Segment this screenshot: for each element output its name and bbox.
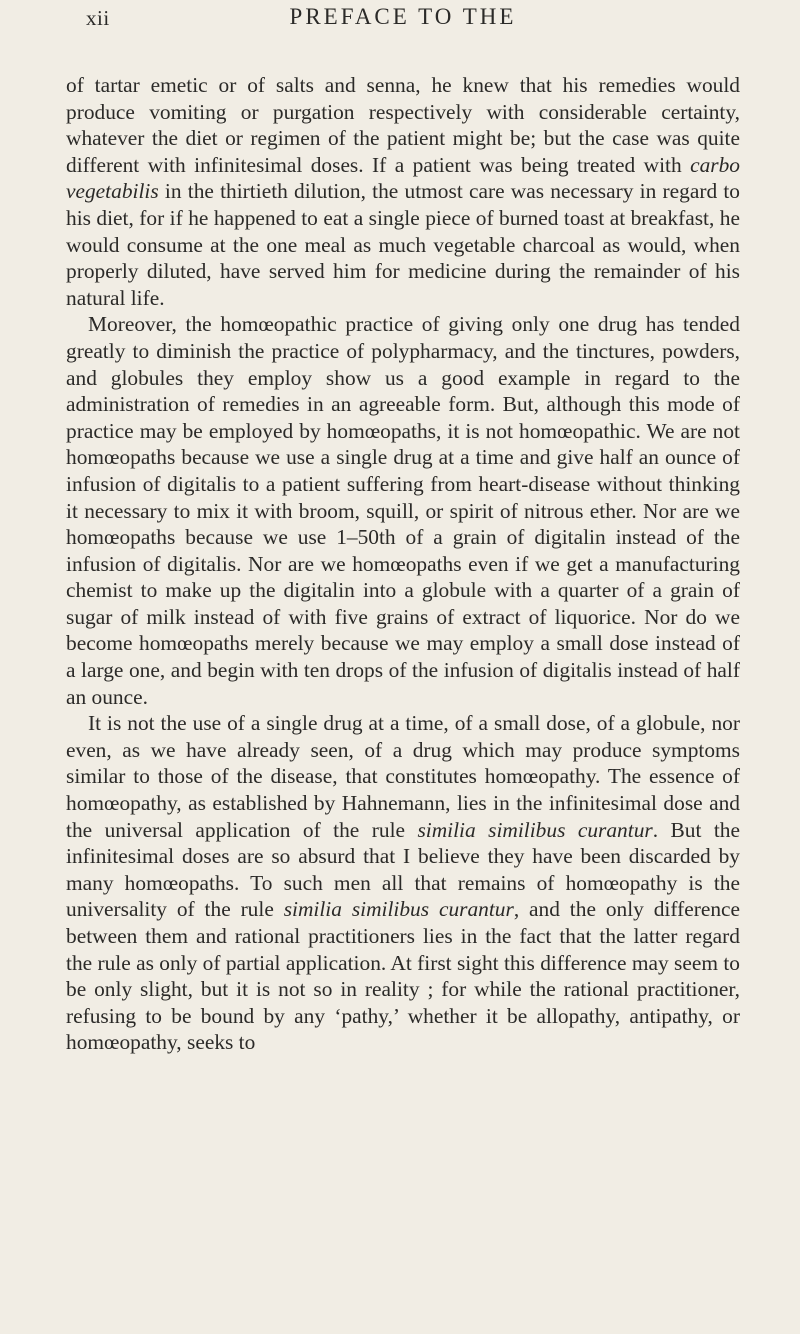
running-head: PREFACE TO THE — [289, 4, 517, 29]
page-header — [66, 0, 740, 60]
page-number: xii — [86, 6, 110, 30]
text-segment: Moreover, the homœopathic practice of giving only one drug has tended greatly to diminish the practice of polypharmacy, and the tinctures, powders, and globules they employ show us a good example in regard to the administration of remedies in an agreeable form. But, although this mode of practice may be employed by homœopaths, it is not homœopathic. We are not homœopaths because we use a single drug at a time and give half an ounce of infusion of digitalis to a patient suffering from heart-disease without thinking it necessary to mix it with broom, squill, or spirit of nitrous ether. Nor are we homœopaths because we use 1–50th of a grain of digitalin instead of the infusion of digitalis. Nor are we homœopaths even if we get a manufacturing chemist to make up the digitalin into a globule with a quarter of a grain of sugar of milk instead of with five grains of extract of liquorice. Nor do we become homœopaths merely because we may employ a small dose instead of a large one, and begin with ten drops of the infusion of digitalis instead of half an ounce. — [66, 312, 740, 709]
latin-term: similia similibus curantur — [417, 817, 653, 842]
text-segment: , and the only difference between them and rational practitioners lies in the fact that the latter regard the rule as only of partial application. At first sight this difference may seem to be only slight, but it is not so in reality ; for while the rational practitioner, refusing to be bound by any ‘pathy,’ whether it be allopathy, antipathy, or homœopathy, seeks to — [66, 897, 741, 1055]
paragraph — [66, 72, 740, 311]
body-text — [66, 72, 740, 1056]
text-segment: It is not the use of a single drug at a time, of a small dose, of a globule, nor even, as we have already seen, of a drug which may produce symptoms similar to those of the disease, that constitutes homœopathy. The essence of homœopathy, as established by Hahnemann, lies in the infinitesimal dose and the universal application of the rule — [66, 711, 740, 842]
latin-term: carbo vegetabilis — [66, 152, 740, 204]
text-segment: . But the infinitesimal doses are so absurd that I believe they have been discarded by many homœopaths. To such men all that remains of homœopathy is the universality of the rule — [66, 817, 740, 922]
paragraph — [66, 311, 740, 710]
text-segment: in the thirtieth dilution, the utmost care was necessary in regard to his diet, for if he happened to eat a single piece of burned toast at breakfast, he would consume at the one meal as much vegetable charcoal as would, when properly diluted, have served him for medicine during the remainder of his natural life. — [66, 179, 740, 310]
latin-term: similia similibus curantur — [283, 897, 514, 922]
text-segment: of tartar emetic or of salts and senna, he knew that his remedies would produce vomiting or purgation respectively with considerable certainty, whatever the diet or regimen of the patient might be; but the case was quite different with infinitesimal doses. If a patient was being treated with — [66, 73, 740, 177]
paragraph — [66, 710, 740, 1056]
